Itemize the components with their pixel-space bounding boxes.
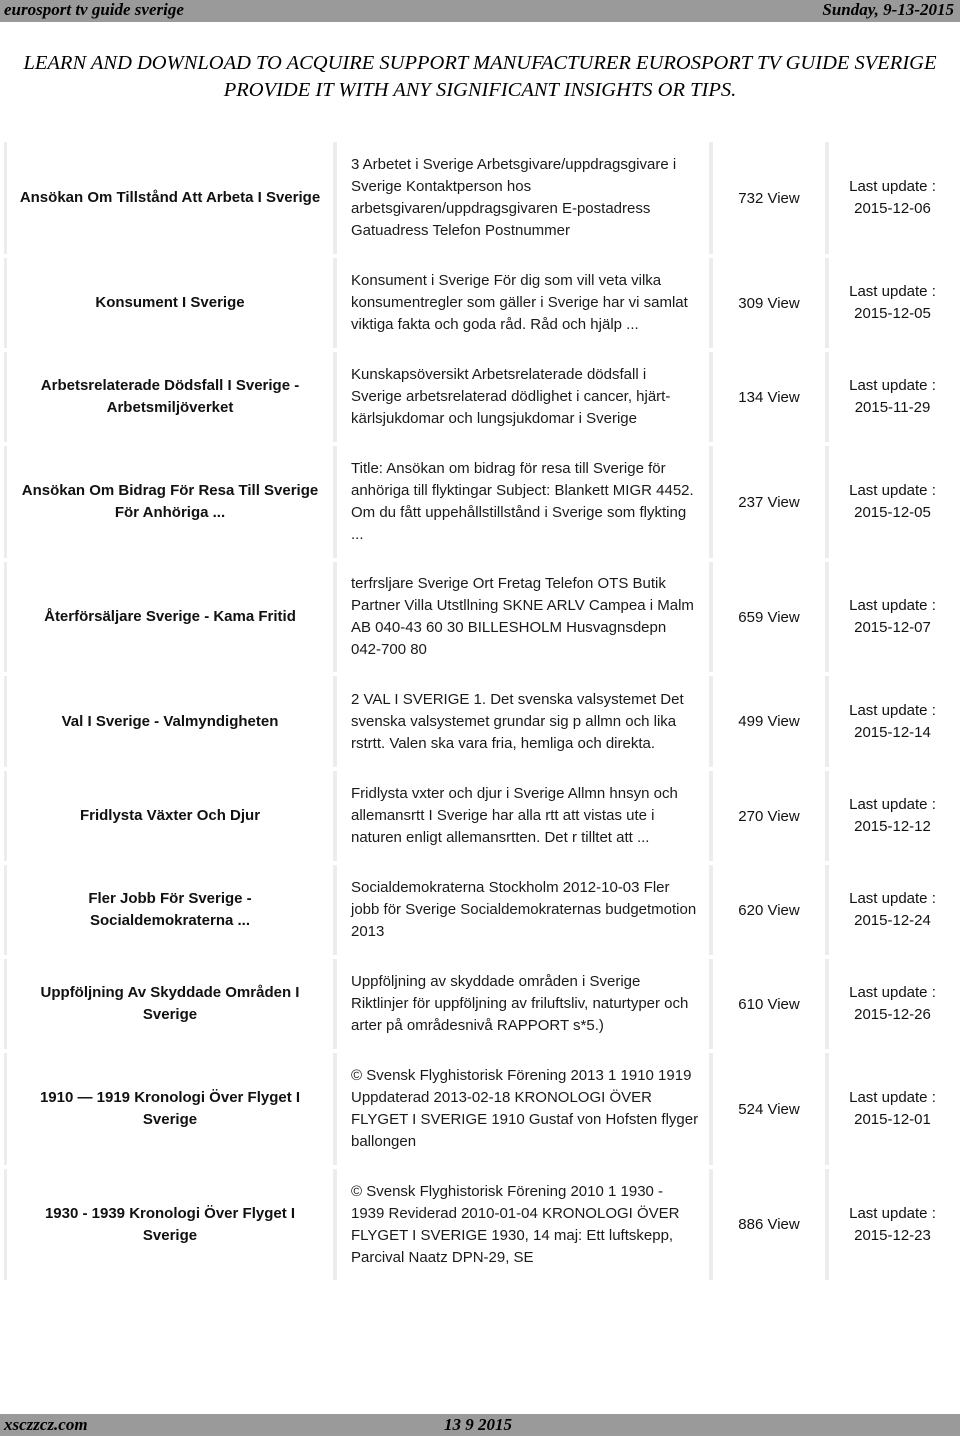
listing-row [4, 562, 956, 672]
listing-row [4, 258, 956, 348]
last-update-date: 2015-12-06 [854, 200, 931, 217]
row-title: Ansökan Om Tillstånd Att Arbeta I Sverige [7, 142, 333, 254]
row-title: Fler Jobb För Sverige - Socialdemokraterna ... [7, 865, 333, 955]
last-update-label: Last update : [849, 597, 936, 614]
heading-line-2: PROVIDE IT WITH ANY SIGNIFICANT INSIGHTS OR TIPS. [223, 79, 737, 101]
page-heading [0, 50, 960, 104]
row-last-update [829, 1169, 956, 1280]
row-view-count: 134 View [713, 352, 825, 442]
last-update-label: Last update : [849, 482, 936, 499]
last-update-date: 2015-12-24 [854, 912, 931, 929]
row-description: 2 VAL I SVERIGE 1. Det svenska valsystemet Det svenska valsystemet grundar sig p allmn och lika rstrtt. Valen ska vara fria, hemliga och direkta. [337, 676, 709, 767]
last-update-label: Last update : [849, 796, 936, 813]
row-view-count: 610 View [713, 959, 825, 1049]
last-update-label: Last update : [849, 377, 936, 394]
row-view-count: 659 View [713, 562, 825, 672]
row-title: Uppföljning Av Skyddade Områden I Sverige [7, 959, 333, 1049]
last-update-date: 2015-11-29 [854, 399, 931, 416]
row-last-update [829, 959, 956, 1049]
row-view-count: 886 View [713, 1169, 825, 1280]
last-update-date: 2015-12-05 [854, 504, 931, 521]
row-title: Val I Sverige - Valmyndigheten [7, 676, 333, 767]
row-title: Konsument I Sverige [7, 258, 333, 348]
row-title: Ansökan Om Bidrag För Resa Till Sverige För Anhöriga ... [7, 446, 333, 558]
row-last-update [829, 352, 956, 442]
row-title: Fridlysta Växter Och Djur [7, 771, 333, 861]
row-view-count: 309 View [713, 258, 825, 348]
row-view-count: 270 View [713, 771, 825, 861]
last-update-date: 2015-12-23 [854, 1226, 931, 1244]
last-update-label: Last update : [849, 984, 936, 1001]
listing-row [4, 1169, 956, 1280]
row-last-update [829, 446, 956, 558]
last-update-label: Last update : [849, 890, 936, 907]
top-bar [0, 0, 960, 22]
last-update-date: 2015-12-26 [854, 1006, 931, 1023]
row-last-update [829, 1053, 956, 1165]
row-description: 3 Arbetet i Sverige Arbetsgivare/uppdragsgivare i Sverige Kontaktperson hos arbetsgivaren/uppdragsgivaren E-postadress Gatuadress Telefon Postnummer [337, 142, 709, 254]
footer-site: xsczzcz.com [4, 1415, 88, 1434]
row-last-update [829, 258, 956, 348]
header-date: Sunday, 9-13-2015 [822, 0, 954, 19]
site-name: eurosport tv guide sverige [4, 0, 184, 19]
listing-row [4, 142, 956, 254]
last-update-date: 2015-12-07 [854, 619, 931, 636]
last-update-label: Last update : [849, 1204, 936, 1222]
last-update-date: 2015-12-01 [854, 1111, 931, 1128]
row-last-update [829, 865, 956, 955]
row-title: 1930 - 1939 Kronologi Över Flyget I Sverige [7, 1169, 333, 1280]
listing-row [4, 865, 956, 955]
row-description: Socialdemokraterna Stockholm 2012-10-03 Fler jobb för Sverige Socialdemokraternas budgetmotion 2013 [337, 865, 709, 955]
footer-bar [0, 1414, 960, 1436]
heading-line-1: LEARN AND DOWNLOAD TO ACQUIRE SUPPORT MANUFACTURER EUROSPORT TV GUIDE SVERIGE [23, 52, 937, 74]
last-update-label: Last update : [849, 283, 936, 300]
last-update-date: 2015-12-14 [854, 723, 931, 741]
row-view-count: 499 View [713, 676, 825, 767]
listing-row [4, 1053, 956, 1165]
row-description: Title: Ansökan om bidrag för resa till Sverige för anhöriga till flyktingar Subject: Blankett MIGR 4452. Om du fått uppehållstillstånd i Sverige som flykting ... [337, 446, 709, 558]
row-view-count: 237 View [713, 446, 825, 558]
row-last-update [829, 562, 956, 672]
row-description: Fridlysta vxter och djur i Sverige Allmn hnsyn och allemansrtt I Sverige har alla rtt att vistas ute i naturen enligt allemansrtten. Det r tilltet att ... [337, 771, 709, 861]
row-view-count: 524 View [713, 1053, 825, 1165]
row-description: © Svensk Flyghistorisk Förening 2013 1 1910 1919 Uppdaterad 2013-02-18 KRONOLOGI ÖVER FLYGET I SVERIGE 1910 Gustaf von Hofsten flyger ballongen [337, 1053, 709, 1165]
row-title: Arbetsrelaterade Dödsfall I Sverige - Arbetsmiljöverket [7, 352, 333, 442]
last-update-label: Last update : [849, 178, 936, 195]
listing-row [4, 352, 956, 442]
row-view-count: 732 View [713, 142, 825, 254]
listing-row [4, 959, 956, 1049]
last-update-label: Last update : [849, 701, 936, 719]
row-view-count: 620 View [713, 865, 825, 955]
last-update-date: 2015-12-05 [854, 305, 931, 322]
last-update-date: 2015-12-12 [854, 818, 931, 835]
row-description: © Svensk Flyghistorisk Förening 2010 1 1930 - 1939 Reviderad 2010-01-04 KRONOLOGI ÖVER FLYGET I SVERIGE 1930, 14 maj: Ett luftskepp, Parcival Naatz DPN-29, SE [337, 1169, 709, 1280]
row-description: Uppföljning av skyddade områden i Sverige Riktlinjer för uppföljning av friluftsliv, naturtyper och arter på områdesnivå RAPPORT s*5.) [337, 959, 709, 1049]
row-last-update [829, 142, 956, 254]
last-update-label: Last update : [849, 1089, 936, 1106]
row-last-update [829, 676, 956, 767]
listing-row [4, 676, 956, 767]
row-description: Kunskapsöversikt Arbetsrelaterade dödsfall i Sverige arbetsrelaterad dödlighet i cancer, hjärt-kärlsjukdomar och lungsjukdomar i Sverige [337, 352, 709, 442]
listing-row [4, 446, 956, 558]
row-description: terfrsljare Sverige Ort Fretag Telefon OTS Butik Partner Villa Utstllning SKNE ARLV Campea i Malm AB 040-43 60 30 BILLESHOLM Husvagnsdepn 042-700 80 [337, 562, 709, 672]
row-last-update [829, 771, 956, 861]
row-description: Konsument i Sverige För dig som vill veta vilka konsumentregler som gäller i Sverige har vi samlat viktiga fakta och goda råd. Råd och hjälp ... [337, 258, 709, 348]
row-title: 1910 — 1919 Kronologi Över Flyget I Sverige [7, 1053, 333, 1165]
row-title: Återförsäljare Sverige - Kama Fritid [7, 562, 333, 672]
footer-date: 13 9 2015 [444, 1415, 512, 1434]
listing-row [4, 771, 956, 861]
